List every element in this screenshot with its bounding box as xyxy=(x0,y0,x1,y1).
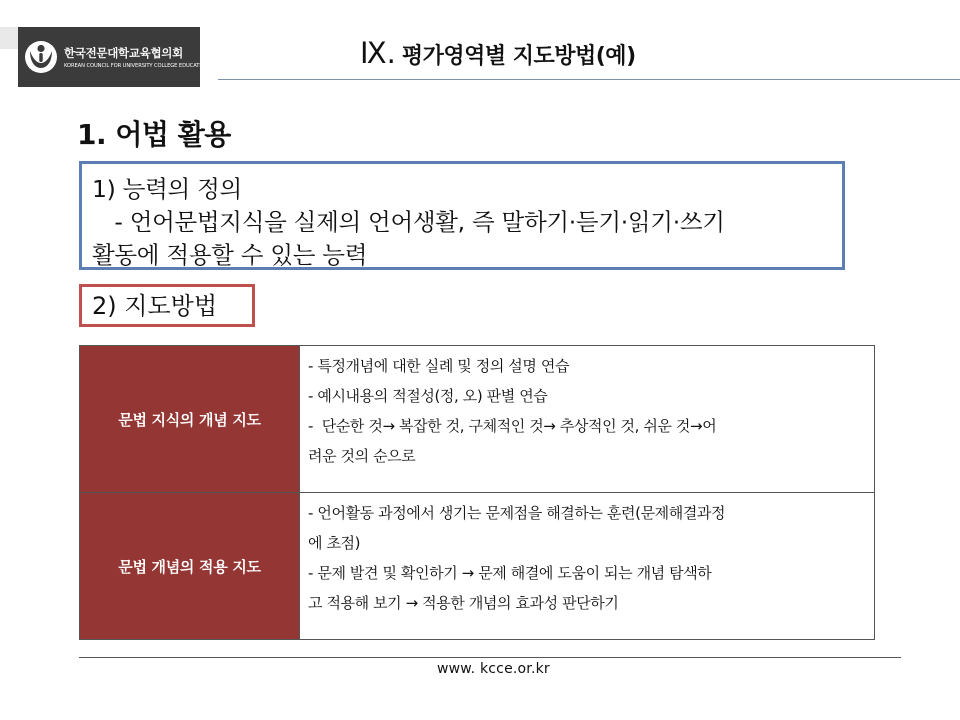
logo xyxy=(18,27,209,87)
heading-title: 평가영역별 지도방법(예) xyxy=(401,44,636,69)
description-line: - 예시내용의 적절성(정, 오) 판별 연습 xyxy=(308,387,548,405)
heading-number: Ⅸ. xyxy=(360,36,396,70)
definition-box xyxy=(79,161,845,270)
category-cell: 문법 지식의 개념 지도 xyxy=(80,346,300,493)
description-line: 려운 것의 순으로 xyxy=(308,447,416,465)
description-line: - 문제 발견 및 확인하기 → 문제 해결에 도움이 되는 개념 탐색하 xyxy=(308,564,712,582)
method-label-box: 2) 지도방법 xyxy=(79,284,255,327)
category-cell: 문법 개념의 적용 지도 xyxy=(80,493,300,640)
table-row xyxy=(80,493,875,640)
definition-label: 1) 능력의 정의 xyxy=(92,175,242,203)
description-cell xyxy=(300,493,875,640)
page-heading xyxy=(360,36,636,70)
description-line: - 언어활동 과정에서 생기는 문제점을 해결하는 훈련(문제해결과정 xyxy=(308,504,726,522)
table-row xyxy=(80,346,875,493)
footer-url: www. kcce.or.kr xyxy=(437,661,550,677)
logo-name-korean: 한국전문대학교육협의회 xyxy=(64,46,183,60)
description-line: - 단순한 것→ 복잡한 것, 구체적인 것→ 추상적인 것, 쉬운 것→어 xyxy=(308,417,717,435)
definition-line: 활동에 적용할 수 있는 능력 xyxy=(92,241,368,269)
description-cell xyxy=(300,346,875,493)
header-divider xyxy=(218,79,960,80)
description-line: - 특정개념에 대한 실례 및 정의 설명 연습 xyxy=(308,357,570,375)
header-accent-bar xyxy=(0,27,20,49)
section-title: 1. 어법 활용 xyxy=(77,118,231,151)
definition-line: - 언어문법지식을 실제의 언어생활, 즉 말하기·듣기·읽기·쓰기 xyxy=(100,208,725,236)
footer-divider xyxy=(79,657,901,658)
description-line: 고 적용해 보기 → 적용한 개념의 효과성 판단하기 xyxy=(308,594,619,612)
description-line: 에 초점) xyxy=(308,534,361,552)
method-table xyxy=(79,345,875,640)
logo-name-english: KOREAN COUNCIL FOR UNIVERSITY COLLEGE EDUCATION xyxy=(64,63,209,69)
kcce-emblem-icon xyxy=(24,40,58,74)
